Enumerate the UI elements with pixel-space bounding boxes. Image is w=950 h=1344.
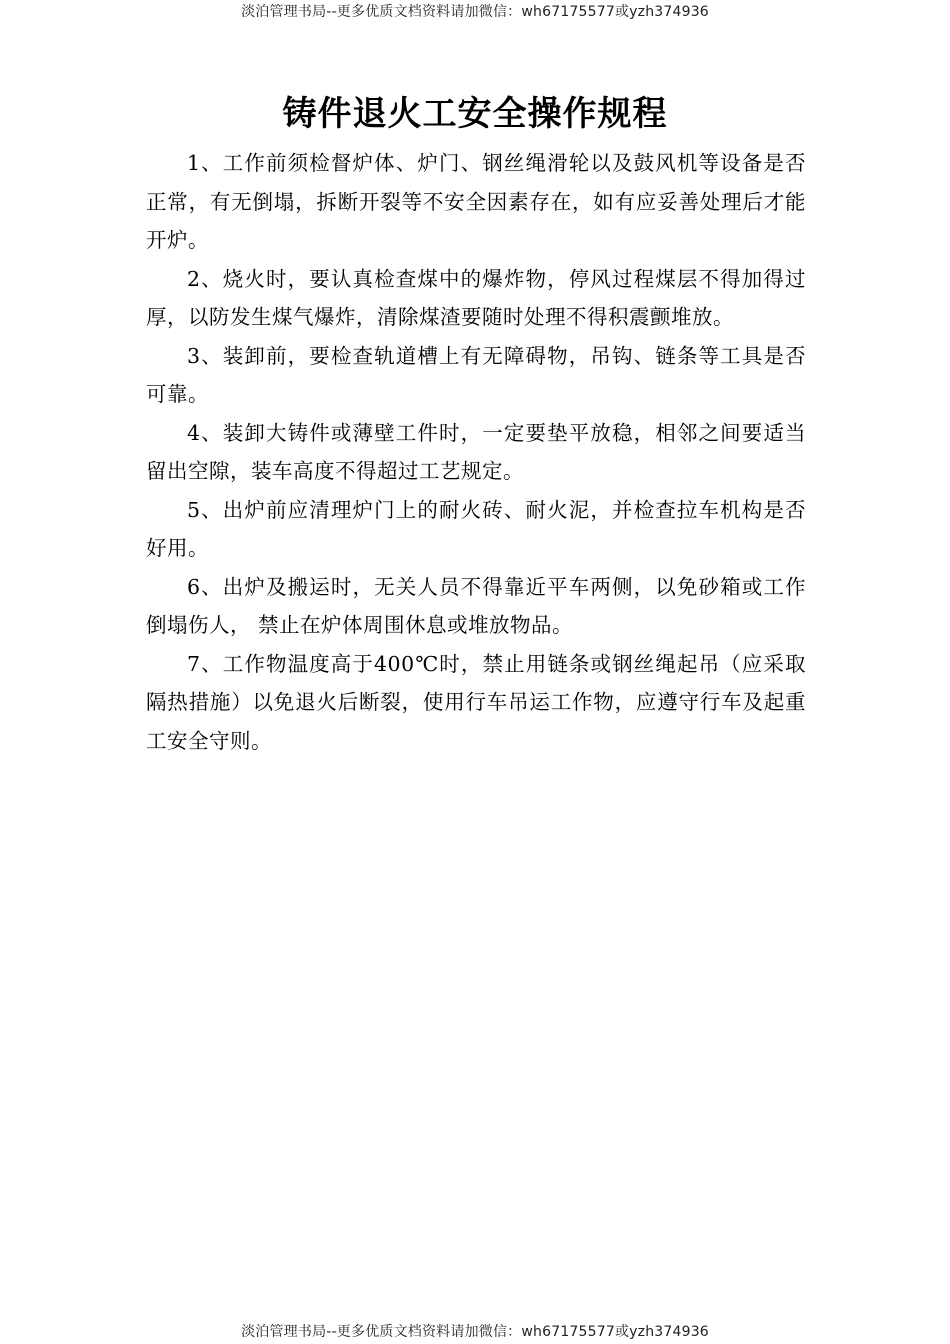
clause-2: 2、烧火时，要认真检查煤中的爆炸物，停风过程煤层不得加得过厚，以防发生煤气爆炸，清除煤渣要随时处理不得积震颤堆放。 [146,266,806,329]
clause-7: 7、工作物温度高于400℃时，禁止用链条或钢丝绳起吊（应采取隔热措施）以免退火后断裂，使用行车吊运工作物，应遵守行车及起重工安全守则。 [146,651,806,753]
clause-4: 4、装卸大铸件或薄壁工件时，一定要垫平放稳，相邻之间要适当留出空隙，装车高度不得超过工艺规定。 [146,420,806,483]
document-body [146,144,806,760]
clause-3: 3、装卸前，要检查轨道槽上有无障碍物，吊钩、链条等工具是否可靠。 [146,343,806,406]
page-footer: 淡泊管理书局--更多优质文档资料请加微信：wh67175577或yzh374936 [241,1324,709,1340]
clause-6: 6、出炉及搬运时，无关人员不得靠近平车两侧，以免砂箱或工作倒塌伤人， 禁止在炉体周围休息或堆放物品。 [146,574,806,637]
clause-5: 5、出炉前应清理炉门上的耐火砖、耐火泥，并检查拉车机构是否好用。 [146,497,806,560]
page-header: 淡泊管理书局--更多优质文档资料请加微信：wh67175577或yzh374936 [241,4,709,20]
clause-1: 1、工作前须检督炉体、炉门、钢丝绳滑轮以及鼓风机等设备是否正常，有无倒塌，拆断开裂等不安全因素存在，如有应妥善处理后才能开炉。 [146,151,806,252]
document-title: 铸件退火工安全操作规程 [282,94,668,134]
